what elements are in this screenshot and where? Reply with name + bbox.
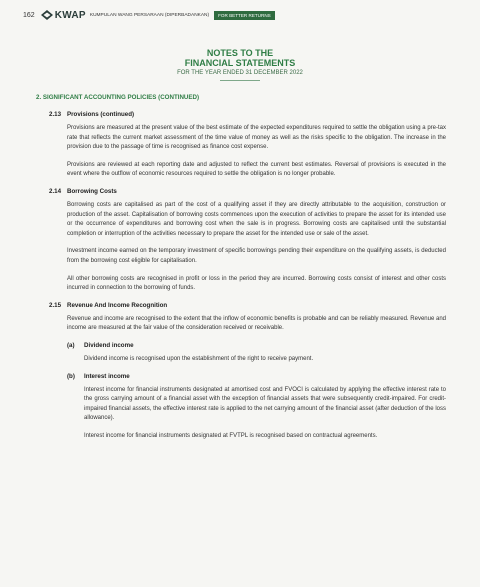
kwap-logo xyxy=(41,10,86,21)
page-subtitle: FOR THE YEAR ENDED 31 DECEMBER 2022 xyxy=(177,70,303,76)
subsection-title: Provisions (continued) xyxy=(67,111,135,118)
paragraph: Revenue and income are recognised to the extent that the inflow of economic benefits is probable and can be reliably measured. Revenue and income are measured at the fair value of the consideration received or receivable. xyxy=(67,315,446,332)
subsection-number: 2.15 xyxy=(49,301,62,309)
subsection-heading xyxy=(49,302,446,309)
page-header xyxy=(23,7,275,23)
subsection-2-13 xyxy=(36,111,446,180)
paragraph: Provisions are measured at the present value of the best estimate of the expected expenditures required to settle the obligation using a pre-tax rate that reflects the current market assessment of the time value of money as well as the risks specific to the obligation. The increase in the provision due to the passage of time is recognised as finance cost expense. xyxy=(67,125,446,151)
tagline-badge: FOR BETTER RETURNS xyxy=(214,11,275,20)
paragraph: Borrowing costs are capitalised as part of the cost of a qualifying asset if they are directly attributable to the acquisition, construction or production of the asset. Capitalisation of borrowing costs commences upon the execution of activities to prepare the asset for its intended use or the occurrence of expenditures and borrowing cost when the sale is in progress. Borrowing costs are capitalised until the substantial completion or interruption of the activities necessary to prepare the asset for the intended use or sale of the asset. xyxy=(67,201,446,237)
page-title-line2: FINANCIAL STATEMENTS xyxy=(184,58,296,68)
title-block xyxy=(0,48,480,81)
paragraph: Investment income earned on the temporary investment of specific borrowings pending their expenditure on the qualifying assets, is deducted from the borrowing cost eligible for capitalisation. xyxy=(67,248,446,264)
paragraph: Interest income for financial instruments designated at amortised cost and FVOCI is calculated by applying the effective interest rate to the gross carrying amount of a financial asset with the exception of financial assets that were subsequently credit-impaired. For credit-impaired financial assets, the effective interest rate is applied to the net carrying amount of the financial asset (after deduction of the loss allowance). xyxy=(84,386,446,422)
subsection-heading xyxy=(49,188,446,195)
item-label: (b) xyxy=(67,372,75,380)
page-title-line1: NOTES TO THE xyxy=(206,48,274,58)
item-label: (a) xyxy=(67,341,75,349)
paragraph: All other borrowing costs are recognised in profit or loss in the period they are incurred. Borrowing costs consist of interest and other costs incurred in connection to the borrowing of funds. xyxy=(67,275,446,292)
item-heading-dividend xyxy=(67,342,446,349)
title-divider xyxy=(220,80,260,81)
kwap-logo-icon xyxy=(41,10,53,20)
subsection-heading xyxy=(49,111,446,118)
item-title: Interest income xyxy=(84,372,130,380)
page-number: 162 xyxy=(23,11,35,19)
subsection-2-14 xyxy=(36,188,446,294)
organization-name: KUMPULAN WANG PERSARAAN (DIPERBADANKAN) xyxy=(89,12,210,18)
paragraph: Provisions are reviewed at each reporting date and adjusted to reflect the current best estimates. Reversal of provisions is executed in the event where the outflow of economic resources required to settle the obligation is no longer probable. xyxy=(67,161,446,178)
content xyxy=(36,94,446,449)
item-heading-interest xyxy=(67,373,446,380)
item-title: Dividend income xyxy=(84,341,134,349)
subsection-title: Borrowing Costs xyxy=(67,187,117,195)
subsection-number: 2.14 xyxy=(49,187,62,195)
section-heading: 2. SIGNIFICANT ACCOUNTING POLICIES (CONTINUED) xyxy=(36,94,200,101)
paragraph: Dividend income is recognised upon the establishment of the right to receive payment. xyxy=(84,355,314,362)
subsection-number: 2.13 xyxy=(49,111,62,118)
logo-text: KWAP xyxy=(54,9,86,21)
subsection-title: Revenue And Income Recognition xyxy=(67,301,168,309)
subsection-2-15 xyxy=(36,302,446,442)
paragraph: Interest income for financial instruments designated at FVTPL is recognised based on contractual agreements. xyxy=(84,432,378,439)
